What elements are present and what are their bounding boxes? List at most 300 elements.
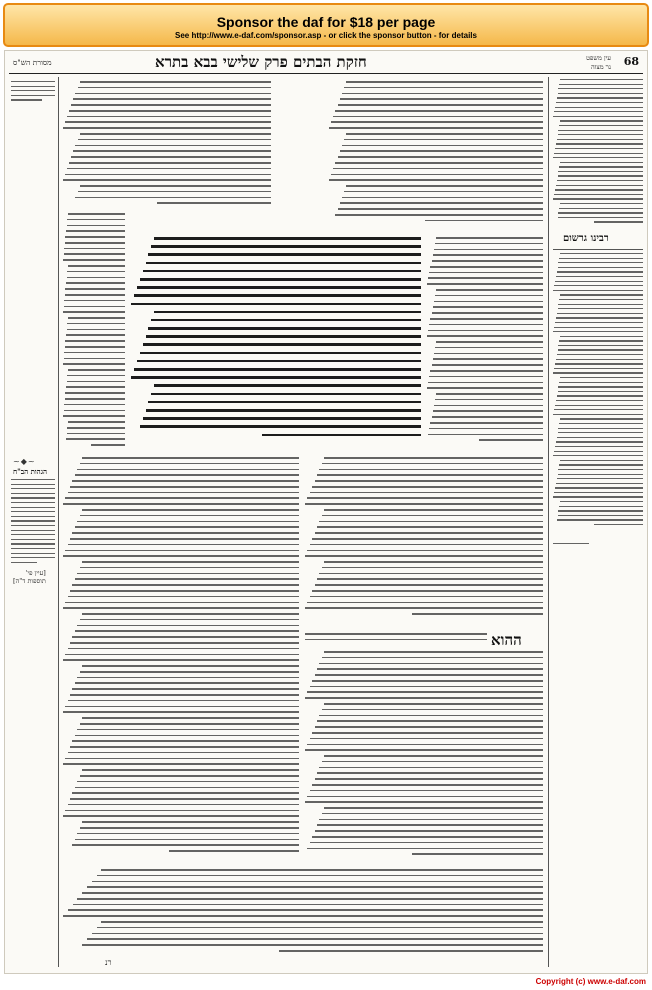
text-line xyxy=(307,550,543,552)
text-line xyxy=(146,262,422,265)
text-line xyxy=(553,414,643,415)
text-line xyxy=(134,294,421,297)
text-line xyxy=(432,260,543,262)
text-line xyxy=(344,87,543,89)
text-line xyxy=(80,185,271,187)
text-line xyxy=(425,220,543,222)
sponsor-banner[interactable] xyxy=(3,3,649,47)
text-line xyxy=(430,422,543,424)
text-line xyxy=(63,915,543,917)
text-line xyxy=(65,602,299,604)
text-line xyxy=(154,311,421,314)
text-line xyxy=(82,944,543,946)
text-line xyxy=(558,134,644,135)
text-line xyxy=(67,375,125,377)
text-line xyxy=(433,410,543,412)
text-line xyxy=(428,330,543,332)
text-line xyxy=(146,409,422,412)
text-line xyxy=(101,869,543,871)
text-line xyxy=(70,642,299,644)
ein-mishpat-heading: עין משפט נר מצוה xyxy=(586,54,611,71)
text-line xyxy=(412,613,543,615)
text-line xyxy=(70,486,299,488)
hagahot-habach-heading: הגהות הב"ח xyxy=(13,467,48,476)
text-line xyxy=(134,368,421,371)
text-line xyxy=(151,393,421,396)
text-line xyxy=(344,191,543,193)
text-line xyxy=(64,352,125,354)
text-line xyxy=(555,487,643,488)
text-line xyxy=(310,492,543,494)
text-line xyxy=(78,87,271,89)
text-line xyxy=(556,102,643,103)
text-line xyxy=(553,372,643,373)
text-line xyxy=(67,433,125,435)
text-line xyxy=(68,421,125,423)
text-line xyxy=(131,303,421,306)
text-line xyxy=(558,304,643,305)
text-line xyxy=(63,711,299,713)
text-line xyxy=(87,886,543,888)
text-line xyxy=(329,179,543,181)
text-line xyxy=(75,839,299,841)
text-line xyxy=(556,400,643,401)
text-line xyxy=(64,306,125,308)
text-line xyxy=(324,755,543,757)
text-line xyxy=(553,157,643,158)
gershom-rule xyxy=(553,249,643,250)
text-line xyxy=(434,301,543,303)
rabbeinu-gershom-column xyxy=(553,253,643,533)
text-line xyxy=(75,630,299,632)
text-line xyxy=(559,125,643,126)
text-line xyxy=(560,294,643,295)
rashi-lower xyxy=(305,457,543,625)
text-line xyxy=(143,417,421,420)
text-line xyxy=(555,363,643,364)
text-line xyxy=(560,336,643,337)
text-line xyxy=(558,515,644,516)
text-line xyxy=(427,283,543,285)
ein-mishpat-column xyxy=(553,79,643,229)
text-line xyxy=(91,444,125,446)
text-line xyxy=(319,819,543,821)
text-line xyxy=(72,792,299,794)
text-line xyxy=(63,763,299,765)
text-line xyxy=(310,596,543,598)
text-line xyxy=(340,98,543,100)
text-line xyxy=(169,850,299,852)
text-line xyxy=(558,432,644,433)
text-line xyxy=(67,381,125,383)
text-line xyxy=(560,377,643,378)
text-line xyxy=(87,938,543,940)
sponsor-title[interactable]: Sponsor the daf for $18 per page xyxy=(216,14,436,30)
text-line xyxy=(71,104,271,106)
text-line xyxy=(146,335,422,338)
text-line xyxy=(157,202,271,204)
text-line xyxy=(70,538,299,540)
text-line xyxy=(307,848,543,850)
text-line xyxy=(559,423,643,424)
text-line xyxy=(427,387,543,389)
text-line xyxy=(75,787,299,789)
text-line xyxy=(554,368,643,369)
text-line xyxy=(429,272,543,274)
text-line xyxy=(435,347,543,349)
text-line xyxy=(557,313,643,314)
text-line xyxy=(137,360,421,363)
text-line xyxy=(322,567,543,569)
text-line xyxy=(68,544,299,546)
text-line xyxy=(312,590,543,592)
text-line xyxy=(338,208,543,210)
text-line xyxy=(63,179,271,181)
text-line xyxy=(324,807,543,809)
text-line xyxy=(319,715,543,717)
text-line xyxy=(557,395,643,396)
text-line xyxy=(305,607,543,609)
text-line xyxy=(346,81,543,83)
text-line xyxy=(559,464,643,465)
text-line xyxy=(68,596,299,598)
text-line xyxy=(72,740,299,742)
text-line xyxy=(75,578,299,580)
text-line xyxy=(557,180,643,181)
text-line xyxy=(72,844,299,846)
text-line xyxy=(82,509,299,511)
text-line xyxy=(322,813,543,815)
text-line xyxy=(279,950,543,952)
text-line xyxy=(77,898,543,900)
text-line xyxy=(554,409,643,410)
hagahot-habach-column xyxy=(11,479,55,575)
text-line xyxy=(560,203,643,204)
text-line xyxy=(428,277,543,279)
text-line xyxy=(312,732,543,734)
text-line xyxy=(315,480,543,482)
text-line xyxy=(71,156,271,158)
text-line xyxy=(66,438,125,440)
text-line xyxy=(75,682,299,684)
text-line xyxy=(338,156,543,158)
text-line xyxy=(262,434,422,437)
text-line xyxy=(317,824,543,826)
text-line xyxy=(317,474,543,476)
text-line xyxy=(558,391,644,392)
text-line xyxy=(555,322,643,323)
text-line xyxy=(434,405,543,407)
copyright-footer[interactable]: Copyright (c) www.e-daf.com xyxy=(535,977,646,986)
text-line xyxy=(72,480,299,482)
text-line xyxy=(555,281,643,282)
text-line xyxy=(317,668,543,670)
text-line xyxy=(65,706,299,708)
text-line xyxy=(556,143,643,144)
text-line xyxy=(344,139,543,141)
text-line xyxy=(140,352,421,355)
text-line xyxy=(69,110,271,112)
text-line xyxy=(430,266,543,268)
text-line xyxy=(151,319,421,322)
text-line xyxy=(342,197,543,199)
text-line xyxy=(78,139,271,141)
text-line xyxy=(329,127,543,129)
text-line xyxy=(305,697,543,699)
text-line xyxy=(333,168,543,170)
text-line xyxy=(80,827,299,829)
text-line xyxy=(67,427,125,429)
text-line xyxy=(335,110,543,112)
text-line xyxy=(557,97,643,98)
text-line xyxy=(63,659,299,661)
text-line xyxy=(80,723,299,725)
text-line xyxy=(68,369,125,371)
text-line xyxy=(97,927,543,929)
header-rule xyxy=(9,73,643,74)
text-line xyxy=(68,804,299,806)
text-line xyxy=(331,121,543,123)
text-line xyxy=(412,853,543,855)
text-line xyxy=(432,364,543,366)
text-line xyxy=(322,463,543,465)
text-line xyxy=(559,84,643,85)
text-line xyxy=(72,584,299,586)
text-line xyxy=(557,271,643,272)
text-line xyxy=(72,636,299,638)
mishna-lead-word: ההוא xyxy=(491,631,522,649)
text-line xyxy=(80,619,299,621)
text-line xyxy=(559,382,643,383)
text-line xyxy=(66,230,125,232)
text-line xyxy=(82,769,299,771)
text-line xyxy=(558,428,643,429)
text-line xyxy=(310,738,543,740)
text-line xyxy=(428,434,543,436)
text-line xyxy=(434,353,543,355)
text-line xyxy=(553,198,643,199)
text-line xyxy=(594,524,644,525)
text-line xyxy=(558,308,644,309)
text-line xyxy=(553,496,643,497)
text-line xyxy=(68,909,543,911)
text-line xyxy=(322,709,543,711)
text-line xyxy=(558,130,643,131)
text-line xyxy=(555,446,643,447)
text-line xyxy=(429,428,543,430)
text-line xyxy=(68,492,299,494)
text-line xyxy=(64,300,125,302)
catchword: רנ xyxy=(105,958,112,967)
text-line xyxy=(346,185,543,187)
text-line xyxy=(322,761,543,763)
text-line xyxy=(66,334,125,336)
text-line xyxy=(305,801,543,803)
text-line xyxy=(77,469,299,471)
text-line xyxy=(433,254,543,256)
text-line xyxy=(67,271,125,273)
text-line xyxy=(558,217,644,218)
text-line xyxy=(68,752,299,754)
text-line xyxy=(555,405,643,406)
text-line xyxy=(80,567,299,569)
text-line xyxy=(436,237,543,239)
text-line xyxy=(70,590,299,592)
margin-sidenote: [עיין פי' תוספות ד"ה] xyxy=(13,569,46,585)
text-line xyxy=(319,573,543,575)
text-line xyxy=(65,288,125,290)
text-line xyxy=(315,778,543,780)
text-line xyxy=(80,515,299,517)
text-line xyxy=(80,133,271,135)
text-line xyxy=(556,359,643,360)
text-line xyxy=(70,746,299,748)
text-line xyxy=(556,441,643,442)
text-line xyxy=(80,671,299,673)
ornament: ~◆~ xyxy=(13,457,36,466)
text-line xyxy=(143,270,421,273)
text-line xyxy=(435,399,543,401)
text-line xyxy=(319,767,543,769)
text-line xyxy=(324,457,543,459)
right-margin-rule xyxy=(548,77,549,967)
text-line xyxy=(75,526,299,528)
text-line xyxy=(307,796,543,798)
text-line xyxy=(315,674,543,676)
text-line xyxy=(556,483,643,484)
text-line xyxy=(428,382,543,384)
text-line xyxy=(557,478,643,479)
text-line xyxy=(553,290,643,291)
text-line xyxy=(148,327,421,330)
text-line xyxy=(137,286,421,289)
text-line xyxy=(65,121,271,123)
text-line xyxy=(340,202,543,204)
text-line xyxy=(324,561,543,563)
text-line xyxy=(312,784,543,786)
text-line xyxy=(65,758,299,760)
text-line xyxy=(75,93,271,95)
sponsor-subtitle[interactable]: See http://www.e-daf.com/sponsor.asp - or click the sponsor button - for details xyxy=(175,31,477,40)
text-line xyxy=(68,700,299,702)
text-line xyxy=(317,772,543,774)
text-line xyxy=(317,526,543,528)
text-line xyxy=(80,81,271,83)
text-line xyxy=(557,519,643,520)
text-line xyxy=(436,289,543,291)
text-line xyxy=(65,294,125,296)
text-line xyxy=(68,317,125,319)
text-line xyxy=(315,830,543,832)
text-line xyxy=(317,720,543,722)
text-line xyxy=(140,425,421,428)
text-line xyxy=(92,881,543,883)
text-line xyxy=(80,775,299,777)
text-line xyxy=(70,798,299,800)
text-line xyxy=(342,145,543,147)
text-line xyxy=(64,248,125,250)
text-line xyxy=(305,749,543,751)
text-line xyxy=(433,358,543,360)
text-line xyxy=(65,242,125,244)
text-line xyxy=(319,521,543,523)
mesoret-hashas-heading: מסורת הש"ס xyxy=(13,58,52,67)
text-line xyxy=(67,329,125,331)
text-line xyxy=(436,341,543,343)
text-line xyxy=(82,821,299,823)
text-line xyxy=(434,249,543,251)
text-line xyxy=(70,694,299,696)
text-line xyxy=(82,665,299,667)
text-line xyxy=(64,253,125,255)
text-line xyxy=(82,892,543,894)
text-line xyxy=(68,265,125,267)
text-line xyxy=(433,306,543,308)
text-line xyxy=(340,150,543,152)
text-line xyxy=(80,463,299,465)
text-line xyxy=(322,657,543,659)
text-line xyxy=(78,191,271,193)
text-line xyxy=(72,688,299,690)
text-line xyxy=(559,166,643,167)
text-line xyxy=(312,486,543,488)
text-line xyxy=(307,497,543,499)
text-line xyxy=(430,370,543,372)
text-line xyxy=(151,245,421,248)
text-line xyxy=(429,376,543,378)
text-line xyxy=(63,555,299,557)
text-line xyxy=(67,219,125,221)
text-line xyxy=(64,410,125,412)
rashi-mishna-line xyxy=(305,633,487,647)
text-line xyxy=(63,815,299,817)
text-line xyxy=(558,474,644,475)
text-line xyxy=(342,93,543,95)
text-line xyxy=(65,550,299,552)
text-line xyxy=(148,253,421,256)
text-line xyxy=(558,171,643,172)
text-line xyxy=(67,168,271,170)
talmud-page xyxy=(4,50,648,974)
text-line xyxy=(553,455,643,456)
text-line xyxy=(72,532,299,534)
text-line xyxy=(66,386,125,388)
text-line xyxy=(558,262,643,263)
text-line xyxy=(560,501,643,502)
text-line xyxy=(63,259,125,261)
left-margin-rule xyxy=(58,77,59,967)
text-line xyxy=(558,386,643,387)
text-line xyxy=(317,578,543,580)
text-line xyxy=(63,415,125,417)
text-line xyxy=(97,875,543,877)
text-line xyxy=(555,107,643,108)
text-line xyxy=(427,335,543,337)
rabbeinu-gershom-heading: רבינו גרשום xyxy=(563,233,609,244)
text-line xyxy=(65,236,125,238)
text-line xyxy=(338,104,543,106)
text-line xyxy=(559,258,643,259)
text-line xyxy=(319,663,543,665)
text-line xyxy=(65,340,125,342)
text-line xyxy=(140,278,421,281)
text-line xyxy=(553,331,643,332)
text-line xyxy=(558,267,644,268)
text-line xyxy=(82,717,299,719)
text-line xyxy=(429,324,543,326)
text-line xyxy=(560,460,643,461)
text-line xyxy=(77,677,299,679)
